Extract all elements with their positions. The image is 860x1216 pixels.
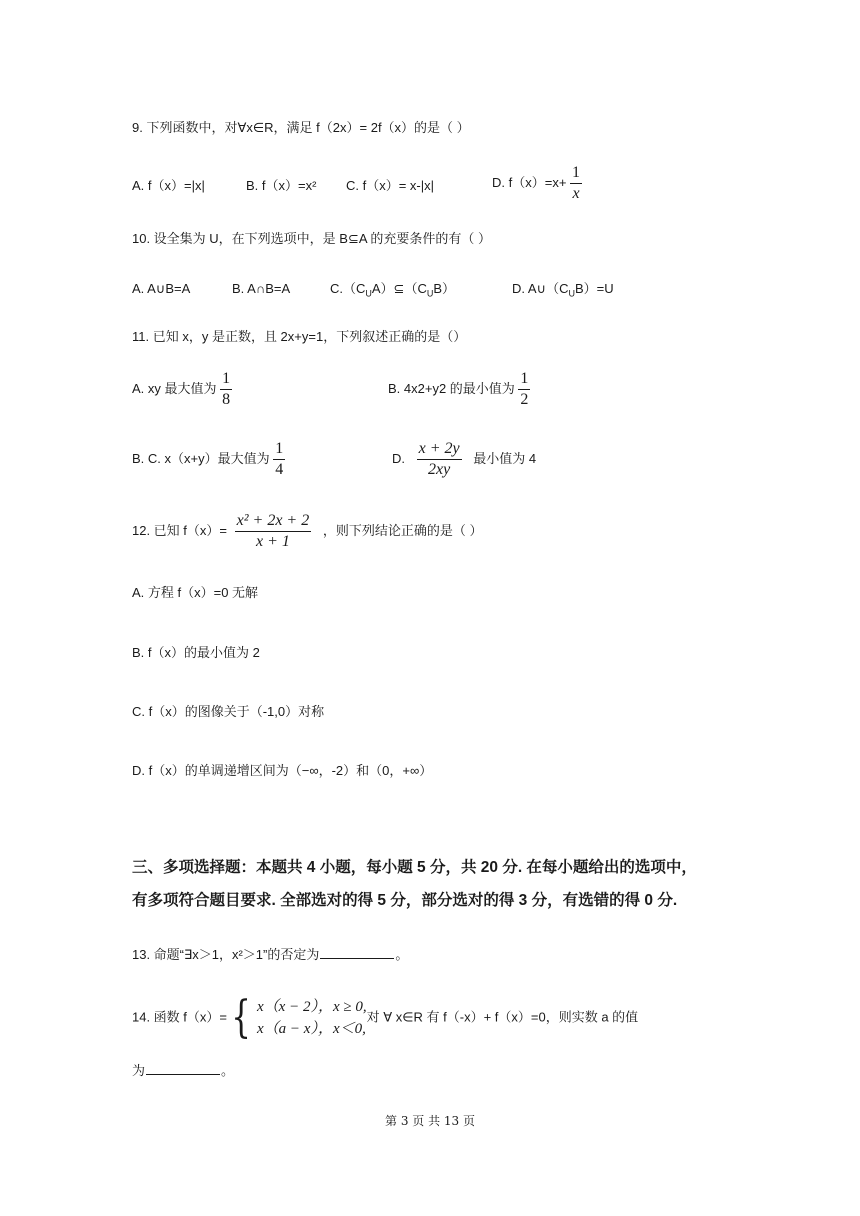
piecewise-case-1: x（x − 2），x ≥ 0, (257, 999, 367, 1015)
piecewise-cases (257, 996, 367, 1040)
fraction-numerator: x + 2y (417, 440, 462, 460)
q9-option-a: A. f（x）=|x| (132, 178, 205, 193)
fraction-numerator: 1 (570, 164, 582, 184)
q9-option-d-fraction (570, 164, 582, 203)
q11-stem: 11. 已知 x，y 是正数，且 2x+y=1，下列叙述正确的是（） (132, 329, 467, 344)
q11-option-c (132, 440, 285, 479)
fraction-denominator: x + 1 (255, 533, 290, 550)
q13-end: 。 (395, 947, 409, 962)
q10-c-subscript1: U (365, 288, 372, 299)
fraction-numerator: x² + 2x + 2 (235, 512, 312, 532)
q12-option-d: D. f（x）的单调递增区间为（−∞，-2）和（0，+∞） (132, 763, 433, 778)
fraction-denominator: 2xy (428, 461, 451, 478)
q14 (132, 992, 639, 1043)
piecewise-case-2: x（a − x），x＜0, (257, 1021, 366, 1037)
fraction-denominator: 2 (520, 391, 529, 408)
q12-option-c: C. f（x）的图像关于（-1,0）对称 (132, 704, 325, 719)
q11-option-d-text: 最小值为 4 (473, 450, 537, 466)
q10-option-b: B. A∩B=A (232, 281, 291, 296)
q10-c-part1: C.（C (330, 281, 366, 296)
q11-option-d (392, 440, 536, 479)
q11-option-a (132, 370, 232, 409)
q10-c-part2: A）⊆（C (371, 281, 427, 296)
fraction-denominator: 4 (275, 461, 284, 478)
brace-icon: { (231, 992, 251, 1043)
fraction-numerator: 1 (518, 370, 530, 390)
q9-option-d (492, 164, 582, 203)
q10-option-a: A. A∪B=A (132, 281, 191, 296)
piecewise-function (227, 992, 367, 1043)
q9-option-c: C. f（x）= x-|x| (346, 178, 435, 193)
q10-c-subscript2: U (426, 288, 434, 299)
section-heading-line1: 三、多项选择题：本题共 4 小题，每小题 5 分，共 20 分. 在每小题给出的选项中， (132, 859, 697, 876)
q14-line2-text: 为 (132, 1063, 146, 1078)
q12-option-a: A. 方程 f（x）=0 无解 (132, 585, 259, 600)
q12-fraction (235, 512, 312, 551)
q11-option-d-label: D. (392, 450, 405, 466)
q14-text: 14. 函数 f（x）= (132, 1009, 227, 1025)
q10-c-part3: B） (433, 281, 456, 296)
q11-option-a-text: A. xy 最大值为 (132, 380, 217, 396)
q11-option-c-text: B. C. x（x+y）最大值为 (132, 450, 270, 466)
fraction-denominator: x (572, 185, 580, 202)
q12-option-b: B. f（x）的最小值为 2 (132, 645, 260, 660)
q12-stem (132, 512, 482, 551)
q11-option-a-fraction (220, 370, 232, 409)
q10-d-subscript: U (568, 288, 575, 299)
q11-option-b-fraction (518, 370, 530, 409)
q10-d-part2: B）=U (574, 281, 614, 296)
q14-line2 (132, 1060, 234, 1081)
q9-stem: 9. 下列函数中，对∀x∈R，满足 f（2x）= 2f（x）的是（ ） (132, 120, 470, 135)
q10-option-d (512, 279, 614, 304)
q12-stem-text: 12. 已知 f（x）= (132, 522, 227, 538)
fraction-numerator: 1 (273, 440, 285, 460)
q11-option-c-fraction (273, 440, 285, 479)
q10-option-c (330, 279, 455, 304)
q9-option-d-text: D. f（x）=x+ (492, 174, 567, 190)
q11-option-b (388, 370, 530, 409)
q13 (132, 944, 408, 965)
q10-stem: 10. 设全集为 U，在下列选项中，是 B⊆A 的充要条件的有（ ） (132, 231, 492, 246)
q11-option-b-text: B. 4x2+y2 的最小值为 (388, 380, 515, 396)
q11-option-d-fraction (417, 440, 462, 479)
q14-text-tail: 对 ∀ x∈R 有 f（-x）+ f（x）=0，则实数 a 的值 (366, 1009, 639, 1025)
q9-option-b: B. f（x）=x² (246, 178, 317, 193)
section-heading-line2: 有多项符合题目要求. 全部选对的得 5 分，部分选对的得 3 分，有选错的得 0 分. (132, 892, 678, 909)
fraction-numerator: 1 (220, 370, 232, 390)
q12-stem-tail: ，则下列结论正确的是（ ） (322, 522, 483, 538)
q13-text: 13. 命题“∃x＞1，x²＞1”的否定为 (132, 947, 320, 962)
answer-blank (320, 944, 394, 959)
answer-blank (146, 1060, 220, 1075)
fraction-denominator: 8 (222, 391, 231, 408)
page-footer: 第 3 页 共 13 页 (385, 1114, 475, 1128)
q10-d-part1: D. A∪（C (512, 281, 569, 296)
q14-line2-end: 。 (221, 1063, 235, 1078)
